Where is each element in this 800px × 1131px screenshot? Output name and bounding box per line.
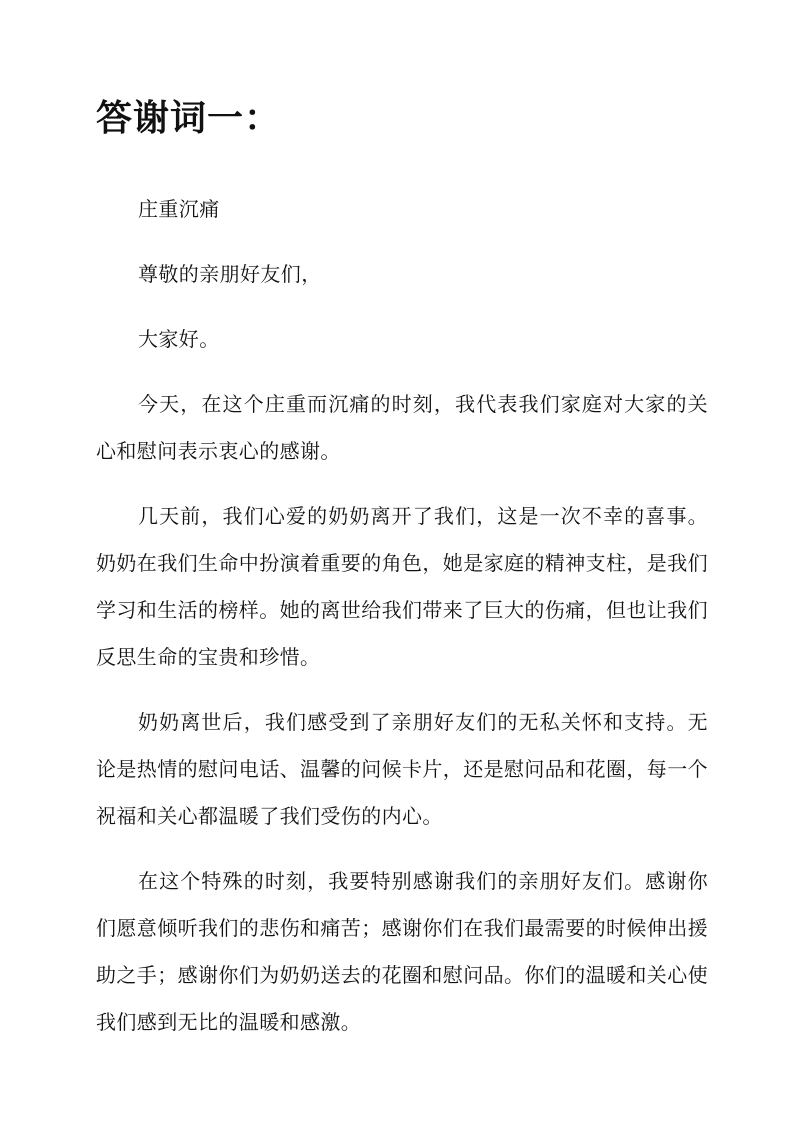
- document-body: [96, 186, 708, 1064]
- paragraph-special-thanks: 在这个特殊的时刻，我要特别感谢我们的亲朋好友们。感谢你们愿意倾听我们的悲伤和痛苦；感谢你们在我们最需要的时候伸出援助之手；感谢你们为奶奶送去的花圈和慰问品。你们的温暖和关心使我们感到无比的温暖和感激。: [96, 869, 708, 1034]
- paragraph-greeting: 大家好。: [138, 327, 220, 351]
- document-title: 答谢词一：: [96, 97, 282, 139]
- paragraph-tone: 庄重沉痛: [138, 197, 220, 221]
- paragraph-salutation: 尊敬的亲朋好友们，: [138, 262, 322, 286]
- paragraph-support-received: 奶奶离世后，我们感受到了亲朋好友们的无私关怀和支持。无论是热情的慰问电话、温馨的问候卡片，还是慰问品和花圈，每一个祝福和关心都温暖了我们受伤的内心。: [96, 710, 708, 828]
- paragraph-thanks-intro: 今天，在这个庄重而沉痛的时刻，我代表我们家庭对大家的关心和慰问表示衷心的感谢。: [96, 392, 708, 463]
- paragraph-grandmother-passing: 几天前，我们心爱的奶奶离开了我们，这是一次不幸的喜事。奶奶在我们生命中扮演着重要的角色，她是家庭的精神支柱，是我们学习和生活的榜样。她的离世给我们带来了巨大的伤痛，但也让我们反思生命的宝贵和珍惜。: [96, 504, 708, 669]
